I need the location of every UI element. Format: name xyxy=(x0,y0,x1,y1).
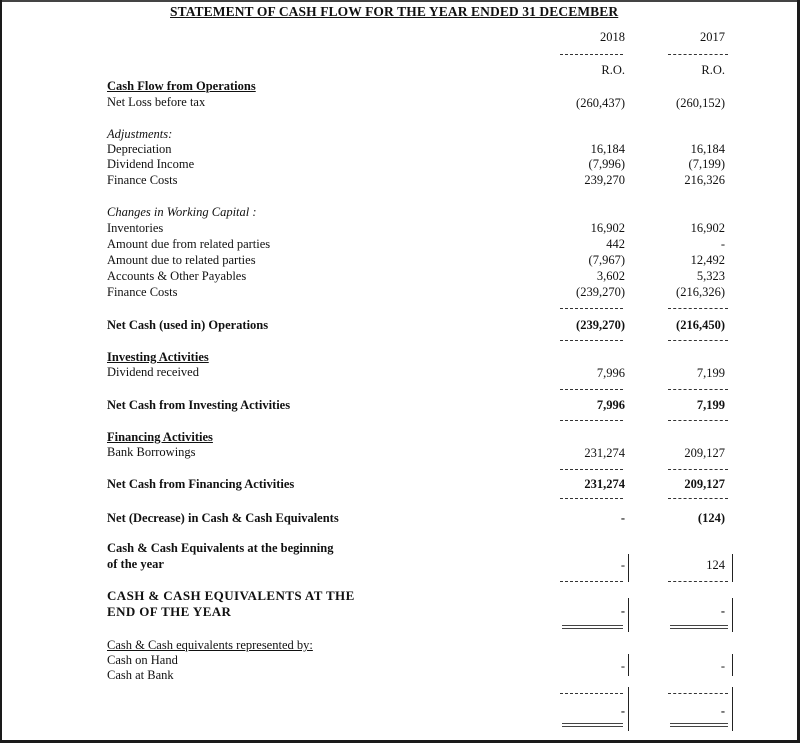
dividend-received-2017: 7,199 xyxy=(696,366,725,380)
net-cash-financing-2018: 231,274 xyxy=(584,477,625,491)
dividend-income-2018: (7,996) xyxy=(588,157,625,171)
end-rule-tick-2017 xyxy=(732,598,733,632)
payables-2018: 3,602 xyxy=(596,269,625,283)
payables-label: Accounts & Other Payables xyxy=(107,269,247,283)
column-year-2018: 2018 xyxy=(600,30,625,44)
net-cash-investing-2017: 7,199 xyxy=(696,398,725,412)
beginning-label-line1: Cash & Cash Equivalents at the beginning xyxy=(107,541,334,555)
window-frame-left xyxy=(0,0,2,743)
window-frame-top xyxy=(0,0,800,2)
beginning-label-line2: of the year xyxy=(107,557,164,571)
working-capital-heading: Changes in Working Capital : xyxy=(107,205,257,219)
ops-rule-bottom-2017 xyxy=(668,340,728,341)
rep-tick-2017 xyxy=(732,654,733,676)
bank-borrowings-2017: 209,127 xyxy=(684,446,725,460)
column-rule-2018 xyxy=(560,54,623,55)
depreciation-label: Depreciation xyxy=(107,142,172,156)
statement-title: STATEMENT OF CASH FLOW FOR THE YEAR ENDED 31 DECEMBER xyxy=(170,4,619,19)
due-to-related-label: Amount due to related parties xyxy=(107,253,256,267)
fin-rule-bottom-2018 xyxy=(560,498,623,499)
dividend-received-label: Dividend received xyxy=(107,365,199,379)
inv-rule-top-2018 xyxy=(560,389,623,390)
end-2018: - xyxy=(620,604,625,618)
ops-rule-top-2017 xyxy=(668,308,728,309)
cash-at-bank-label: Cash at Bank xyxy=(107,668,174,682)
depreciation-2017: 16,184 xyxy=(690,142,725,156)
net-cash-investing-label: Net Cash from Investing Activities xyxy=(107,398,291,412)
net-cash-financing-2017: 209,127 xyxy=(684,477,725,491)
beg-rule-2017 xyxy=(668,581,728,582)
dividend-income-label: Dividend Income xyxy=(107,157,195,171)
finance-costs-wc-2018: (239,270) xyxy=(576,285,625,299)
end-rule-tick-2018 xyxy=(628,598,629,632)
net-decrease-label: Net (Decrease) in Cash & Cash Equivalents xyxy=(107,511,339,525)
end-double-rule-2018 xyxy=(562,625,623,629)
operations-heading: Cash Flow from Operations xyxy=(107,79,256,93)
net-cash-operations-2018: (239,270) xyxy=(576,318,625,332)
inv-rule-top-2017 xyxy=(668,389,728,390)
rep-double-rule-2017 xyxy=(670,723,728,727)
beginning-2018: - xyxy=(620,558,625,572)
net-cash-financing-label: Net Cash from Financing Activities xyxy=(107,477,295,491)
beg-rule-2018 xyxy=(560,581,623,582)
finance-costs-2018: 239,270 xyxy=(584,173,625,187)
inventories-2017: 16,902 xyxy=(690,221,725,235)
inventories-label: Inventories xyxy=(107,221,164,235)
represented-total-2017: - xyxy=(720,704,725,718)
rep-total-tick-2018 xyxy=(628,687,629,731)
adjustments-heading: Adjustments: xyxy=(107,127,173,141)
currency-2017: R.O. xyxy=(701,63,725,77)
due-to-related-2017: 12,492 xyxy=(690,253,725,267)
end-2017: - xyxy=(720,604,725,618)
rep-tick-2018 xyxy=(628,654,629,676)
end-label-line2: END OF THE YEAR xyxy=(107,604,232,619)
finance-costs-label: Finance Costs xyxy=(107,173,178,187)
beg-rule-tick-2018 xyxy=(628,554,629,582)
fin-rule-top-2017 xyxy=(668,469,728,470)
currency-2018: R.O. xyxy=(601,63,625,77)
fin-rule-top-2018 xyxy=(560,469,623,470)
net-loss-2017: (260,152) xyxy=(676,96,725,110)
net-decrease-2017: (124) xyxy=(697,511,725,525)
fin-rule-bottom-2017 xyxy=(668,498,728,499)
rep-rule-2017 xyxy=(668,693,728,694)
beg-rule-tick-2017 xyxy=(732,554,733,582)
depreciation-2018: 16,184 xyxy=(590,142,625,156)
represented-heading: Cash & Cash equivalents represented by: xyxy=(107,638,313,652)
due-to-related-2018: (7,967) xyxy=(588,253,625,267)
represented-total-2018: - xyxy=(620,704,625,718)
rep-total-tick-2017 xyxy=(732,687,733,731)
end-label-line1: CASH & CASH EQUIVALENTS AT THE xyxy=(107,588,355,603)
due-from-related-2018: 442 xyxy=(606,237,625,251)
net-decrease-2018: - xyxy=(620,511,625,525)
finance-costs-2017: 216,326 xyxy=(684,173,725,187)
dividend-income-2017: (7,199) xyxy=(688,157,725,171)
column-year-2017: 2017 xyxy=(700,30,725,44)
inv-rule-bottom-2017 xyxy=(668,420,728,421)
due-from-related-2017: - xyxy=(720,237,725,251)
cash-on-hand-2018: - xyxy=(620,659,625,673)
rep-rule-2018 xyxy=(560,693,623,694)
net-loss-label: Net Loss before tax xyxy=(107,95,206,109)
ops-rule-top-2018 xyxy=(560,308,623,309)
dividend-received-2018: 7,996 xyxy=(596,366,625,380)
finance-costs-wc-2017: (216,326) xyxy=(676,285,725,299)
bank-borrowings-2018: 231,274 xyxy=(584,446,625,460)
rep-double-rule-2018 xyxy=(562,723,623,727)
end-double-rule-2017 xyxy=(670,625,728,629)
investing-heading: Investing Activities xyxy=(107,350,209,364)
beginning-2017: 124 xyxy=(706,558,725,572)
net-loss-2018: (260,437) xyxy=(576,96,625,110)
cash-on-hand-label: Cash on Hand xyxy=(107,653,178,667)
due-from-related-label: Amount due from related parties xyxy=(107,237,271,251)
payables-2017: 5,323 xyxy=(696,269,725,283)
finance-costs-wc-label: Finance Costs xyxy=(107,285,178,299)
column-rule-2017 xyxy=(668,54,728,55)
bank-borrowings-label: Bank Borrowings xyxy=(107,445,196,459)
net-cash-operations-2017: (216,450) xyxy=(676,318,725,332)
inv-rule-bottom-2018 xyxy=(560,420,623,421)
inventories-2018: 16,902 xyxy=(590,221,625,235)
net-cash-investing-2018: 7,996 xyxy=(596,398,625,412)
ops-rule-bottom-2018 xyxy=(560,340,623,341)
financing-heading: Financing Activities xyxy=(107,430,213,444)
net-cash-operations-label: Net Cash (used in) Operations xyxy=(107,318,269,332)
cash-on-hand-2017: - xyxy=(720,659,725,673)
